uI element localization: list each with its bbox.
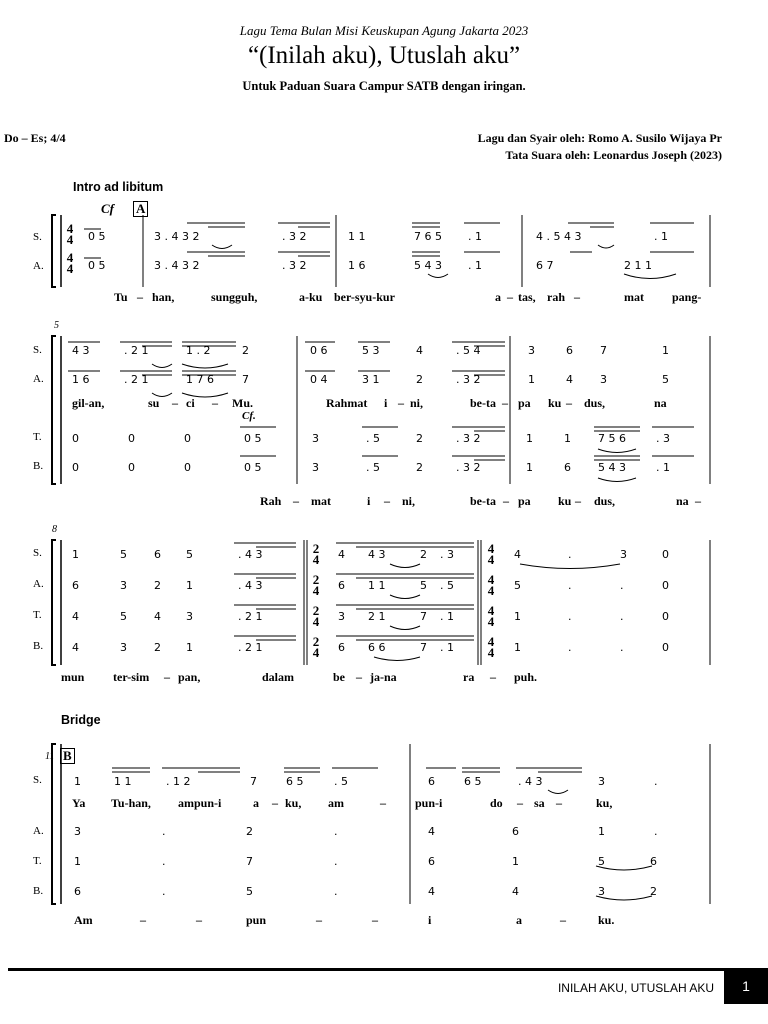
note-group: . 4 3 bbox=[238, 579, 263, 592]
note-group: 0 bbox=[72, 432, 79, 445]
note-group: 0 6 bbox=[310, 344, 328, 357]
lyric-syllable: a-ku bbox=[299, 290, 323, 304]
note-group: 1 bbox=[74, 775, 81, 788]
note-group: 1 1 bbox=[348, 230, 366, 243]
lyric-syllable: puh. bbox=[514, 670, 538, 684]
lyric-syllable: – bbox=[517, 796, 523, 810]
rehearsal-mark-b: B bbox=[60, 748, 75, 764]
note-group: 3 . 4 3 2 bbox=[154, 230, 200, 243]
note-group: 6 bbox=[338, 641, 345, 654]
note-group: 1 bbox=[514, 610, 521, 623]
lyric-syllable: – bbox=[293, 494, 299, 508]
note-group: 1 6 bbox=[348, 259, 366, 272]
lyric-syllable: – bbox=[556, 796, 562, 810]
section-intro: Intro ad libitum bbox=[73, 180, 164, 194]
note-group: . 3 bbox=[656, 432, 670, 445]
note-group: 1 6 bbox=[72, 373, 90, 386]
note-group: 1 bbox=[514, 641, 521, 654]
note-group: . bbox=[334, 825, 338, 838]
note-group: 6 bbox=[154, 548, 161, 561]
note-group: . bbox=[654, 775, 658, 788]
note-group: 1 bbox=[526, 432, 533, 445]
note-group: 6 6 bbox=[368, 641, 386, 654]
voice-label-soprano: S. bbox=[33, 231, 42, 243]
lyric-syllable: ku. bbox=[598, 913, 615, 927]
voice-label-soprano: S. bbox=[33, 547, 42, 559]
lyric-syllable: a bbox=[253, 796, 259, 810]
note-group: . bbox=[568, 579, 572, 592]
note-group: 6 bbox=[72, 579, 79, 592]
note-group: 5 bbox=[246, 885, 253, 898]
song-subtitle: Lagu Tema Bulan Misi Keuskupan Agung Jakarta 2023 bbox=[239, 23, 529, 38]
lyric-syllable: – bbox=[566, 396, 572, 410]
note-group: 3 bbox=[598, 775, 605, 788]
note-group: 3 bbox=[120, 579, 127, 592]
voice-label-tenor: T. bbox=[33, 431, 42, 443]
lyric-syllable: sungguh, bbox=[211, 290, 258, 304]
note-group: . 3 2 bbox=[282, 230, 307, 243]
note-group: 6 bbox=[512, 825, 519, 838]
time-signature-2-4-t: 2 4 bbox=[312, 603, 320, 629]
voice-label-alto: A. bbox=[33, 825, 44, 837]
note-group: 6 bbox=[564, 461, 571, 474]
lyric-syllable: Ya bbox=[72, 796, 86, 810]
note-group: 0 5 bbox=[88, 230, 106, 243]
note-group: 1 1 bbox=[114, 775, 132, 788]
lyric-syllable: tas, bbox=[518, 290, 536, 304]
voice-label-bass: B. bbox=[33, 640, 44, 652]
note-group: . bbox=[162, 885, 166, 898]
lyric-syllable: – bbox=[272, 796, 278, 810]
lyric-syllable: – bbox=[575, 494, 581, 508]
note-group: 1 bbox=[72, 548, 79, 561]
note-group: 5 bbox=[662, 373, 669, 386]
lyric-syllable: – bbox=[316, 913, 322, 927]
note-group: 5 bbox=[120, 610, 127, 623]
footer-title: INILAH AKU, UTUSLAH AKU bbox=[557, 981, 714, 995]
note-group: 6 5 bbox=[286, 775, 304, 788]
time-signature-2-4-a: 2 4 bbox=[312, 572, 320, 598]
note-group: 2 bbox=[650, 885, 657, 898]
cf-mark: Cf bbox=[101, 201, 114, 216]
lyric-syllable: pan, bbox=[178, 670, 201, 684]
note-group: 0 bbox=[128, 461, 135, 474]
voice-label-alto: A. bbox=[33, 578, 44, 590]
note-group: . 3 bbox=[440, 548, 454, 561]
note-group: 2 bbox=[154, 579, 161, 592]
lyric-syllable: – bbox=[140, 913, 146, 927]
lyric-syllable: ampun-i bbox=[178, 796, 222, 810]
lyric-syllable: – bbox=[196, 913, 202, 927]
note-group: 4 bbox=[416, 344, 423, 357]
note-group: . 3 2 bbox=[456, 461, 481, 474]
note-group: . 4 3 bbox=[518, 775, 543, 788]
note-group: . 4 3 bbox=[238, 548, 263, 561]
note-group: 0 4 bbox=[310, 373, 328, 386]
voice-label-bass: B. bbox=[33, 885, 44, 897]
note-group: 1 bbox=[512, 855, 519, 868]
voice-label-tenor: T. bbox=[33, 609, 42, 621]
note-group: . bbox=[654, 825, 658, 838]
lyric-syllable: ku, bbox=[285, 796, 302, 810]
lyric-syllable: Rahmat bbox=[326, 396, 368, 410]
lyric-syllable: Tu bbox=[114, 290, 128, 304]
note-group: 7 6 5 bbox=[414, 230, 442, 243]
lyric-syllable: pa bbox=[518, 494, 531, 508]
note-group: 0 5 bbox=[244, 432, 262, 445]
voice-label-alto: A. bbox=[33, 373, 44, 385]
note-group: 5 bbox=[186, 548, 193, 561]
lyric-syllable: pa bbox=[518, 396, 531, 410]
note-group: . bbox=[568, 641, 572, 654]
note-group: 3 1 bbox=[362, 373, 380, 386]
lyric-syllable: rah bbox=[547, 290, 565, 304]
lyric-syllable: dus, bbox=[584, 396, 606, 410]
lyric-syllable: – bbox=[490, 670, 496, 684]
lyric-syllable: – bbox=[560, 913, 566, 927]
lyric-syllable: ni, bbox=[410, 396, 424, 410]
lyric-syllable: pun bbox=[246, 913, 267, 927]
time-signature-4-4-b: 4 4 bbox=[487, 634, 495, 660]
lyric-syllable: mun bbox=[61, 670, 85, 684]
lyric-syllable: i bbox=[367, 494, 371, 508]
note-group: 5 bbox=[598, 855, 605, 868]
lyric-syllable: Tu-han, bbox=[111, 796, 151, 810]
note-group: 3 bbox=[338, 610, 345, 623]
lyric-syllable: do bbox=[490, 796, 503, 810]
note-group: 4 bbox=[428, 885, 435, 898]
note-group: 4 bbox=[154, 610, 161, 623]
note-group: 3 bbox=[528, 344, 535, 357]
note-group: 3 bbox=[186, 610, 193, 623]
lyric-syllable: sa bbox=[534, 796, 545, 810]
lyric-syllable: Mu. bbox=[232, 396, 253, 410]
note-group: . 5 4 bbox=[456, 344, 481, 357]
note-group: 1 7 6 bbox=[186, 373, 214, 386]
note-group: 6 bbox=[650, 855, 657, 868]
note-group: 6 bbox=[428, 855, 435, 868]
note-group: . bbox=[620, 641, 624, 654]
note-group: 0 bbox=[72, 461, 79, 474]
lyric-syllable: mat bbox=[624, 290, 644, 304]
note-group: . 1 bbox=[654, 230, 668, 243]
lyric-syllable: i bbox=[384, 396, 388, 410]
note-group: . 5 bbox=[440, 579, 454, 592]
note-group: 1 1 bbox=[368, 579, 386, 592]
note-group: . bbox=[334, 885, 338, 898]
arrangement-note: Untuk Paduan Suara Campur SATB dengan iringan. bbox=[242, 79, 526, 93]
note-group: 3 bbox=[600, 373, 607, 386]
note-group: . bbox=[162, 855, 166, 868]
note-group: . 2 1 bbox=[124, 344, 149, 357]
composer-credit: Lagu dan Syair oleh: Romo A. Susilo Wijaya Pr bbox=[477, 131, 722, 145]
note-group: 6 bbox=[338, 579, 345, 592]
note-group: 1 bbox=[526, 461, 533, 474]
lyric-syllable: – bbox=[137, 290, 143, 304]
note-group: 7 5 6 bbox=[598, 432, 626, 445]
lyric-syllable: ku bbox=[558, 494, 572, 508]
voice-label-bass: B. bbox=[33, 460, 44, 472]
note-group: . 5 bbox=[334, 775, 348, 788]
lyric-syllable: – bbox=[695, 494, 701, 508]
note-group: 2 bbox=[242, 344, 249, 357]
note-group: 1 bbox=[74, 855, 81, 868]
lyric-syllable: – bbox=[503, 494, 509, 508]
measure-number-11: 11 bbox=[45, 751, 55, 762]
lyric-syllable: i bbox=[428, 913, 432, 927]
note-group: . bbox=[620, 610, 624, 623]
note-group: 0 bbox=[128, 432, 135, 445]
lyric-syllable: dalam bbox=[262, 670, 295, 684]
note-group: . 1 bbox=[468, 259, 482, 272]
note-group: . 2 1 bbox=[238, 641, 263, 654]
note-group: 0 5 bbox=[88, 259, 106, 272]
time-signature-4-4-s: 4 4 bbox=[487, 541, 495, 567]
note-group: . 5 bbox=[366, 461, 380, 474]
note-group: 6 bbox=[74, 885, 81, 898]
lyric-syllable: pun-i bbox=[415, 796, 443, 810]
note-group: . 3 2 bbox=[456, 432, 481, 445]
lyric-syllable: – bbox=[172, 396, 178, 410]
note-group: 2 bbox=[416, 373, 423, 386]
note-group: 3 bbox=[598, 885, 605, 898]
rehearsal-mark-a: A bbox=[133, 201, 148, 217]
voice-label-alto: A. bbox=[33, 260, 44, 272]
lyric-syllable: – bbox=[212, 396, 218, 410]
note-group: . 5 bbox=[366, 432, 380, 445]
note-group: 5 4 3 bbox=[598, 461, 626, 474]
note-group: 3 bbox=[312, 432, 319, 445]
note-group: 4 . 5 4 3 bbox=[536, 230, 582, 243]
lyric-syllable: su bbox=[148, 396, 160, 410]
lyric-syllable: ter-sim bbox=[113, 670, 150, 684]
note-group: . 3 2 bbox=[456, 373, 481, 386]
note-group: 0 bbox=[662, 610, 669, 623]
note-group: 4 bbox=[72, 641, 79, 654]
note-group: 5 3 bbox=[362, 344, 380, 357]
lyric-syllable: ku bbox=[548, 396, 562, 410]
page-number: 1 bbox=[724, 968, 768, 1004]
footer-rule bbox=[8, 968, 760, 971]
note-group: . bbox=[334, 855, 338, 868]
key-meter: Do – Es; 4/4 bbox=[4, 131, 66, 145]
note-group: . 3 2 bbox=[282, 259, 307, 272]
note-group: 4 bbox=[72, 610, 79, 623]
note-group: 2 bbox=[420, 548, 427, 561]
time-signature-4-4-t: 4 4 bbox=[487, 603, 495, 629]
note-group: 6 bbox=[566, 344, 573, 357]
note-group: 0 bbox=[662, 548, 669, 561]
note-group: 2 1 bbox=[368, 610, 386, 623]
note-group: 4 bbox=[428, 825, 435, 838]
note-group: 4 3 bbox=[72, 344, 90, 357]
voice-label-tenor: T. bbox=[33, 855, 42, 867]
note-group: 3 . 4 3 2 bbox=[154, 259, 200, 272]
note-group: 4 bbox=[566, 373, 573, 386]
note-group: 3 bbox=[312, 461, 319, 474]
lyric-syllable: – bbox=[507, 290, 513, 304]
measure-number-8: 8 bbox=[52, 524, 57, 535]
note-group: . bbox=[568, 548, 572, 561]
note-group: 6 5 bbox=[464, 775, 482, 788]
note-group: 0 bbox=[662, 641, 669, 654]
time-signature-2-4-s: 2 4 bbox=[312, 541, 320, 567]
lyric-syllable: Am bbox=[74, 913, 93, 927]
lyric-syllable: ja-na bbox=[370, 670, 397, 684]
note-group: 5 bbox=[120, 548, 127, 561]
note-group: 0 bbox=[184, 461, 191, 474]
note-group: 4 bbox=[514, 548, 521, 561]
note-group: 2 bbox=[416, 461, 423, 474]
lyric-syllable: a bbox=[516, 913, 522, 927]
note-group: 7 bbox=[250, 775, 257, 788]
lyric-syllable: – bbox=[356, 670, 362, 684]
note-group: . 1 2 bbox=[166, 775, 191, 788]
lyric-syllable: mat bbox=[311, 494, 331, 508]
note-group: 7 bbox=[420, 610, 427, 623]
note-group: 0 bbox=[662, 579, 669, 592]
lyric-syllable: pang- bbox=[672, 290, 702, 304]
lyric-syllable: ni, bbox=[402, 494, 416, 508]
note-group: . 1 bbox=[656, 461, 670, 474]
lyric-syllable: be-ta bbox=[470, 396, 496, 410]
lyric-syllable: – bbox=[380, 796, 386, 810]
note-group: 1 bbox=[186, 641, 193, 654]
time-signature-s: 4 4 bbox=[66, 221, 74, 247]
note-group: 3 bbox=[120, 641, 127, 654]
time-signature-a: 4 4 bbox=[66, 250, 74, 276]
note-group: 1 bbox=[564, 432, 571, 445]
note-group: 1 bbox=[186, 579, 193, 592]
note-group: 2 bbox=[416, 432, 423, 445]
note-group: 0 5 bbox=[244, 461, 262, 474]
lyric-syllable: ber-syu-kur bbox=[334, 290, 395, 304]
note-group: 1 . 2 bbox=[186, 344, 211, 357]
note-group: . 2 1 bbox=[124, 373, 149, 386]
song-title: “(Inilah aku), Utuslah aku” bbox=[247, 42, 521, 69]
lyric-syllable: ci bbox=[186, 396, 195, 410]
lyric-syllable: ku, bbox=[596, 796, 613, 810]
arranger-credit: Tata Suara oleh: Leonardus Joseph (2023) bbox=[505, 148, 722, 162]
note-group: 7 bbox=[420, 641, 427, 654]
lyric-syllable: am bbox=[328, 796, 344, 810]
lyric-syllable: ra bbox=[463, 670, 475, 684]
note-group: 0 bbox=[184, 432, 191, 445]
note-group: 4 3 bbox=[368, 548, 386, 561]
lyric-syllable: na bbox=[654, 396, 667, 410]
note-group: . 1 bbox=[440, 610, 454, 623]
note-group: . 1 bbox=[468, 230, 482, 243]
lyric-syllable: be bbox=[333, 670, 345, 684]
voice-label-soprano: S. bbox=[33, 774, 42, 786]
note-group: 5 bbox=[514, 579, 521, 592]
lyric-syllable: – bbox=[372, 913, 378, 927]
cf-mark-tenor: Cf. bbox=[242, 410, 256, 422]
note-group: 4 bbox=[512, 885, 519, 898]
note-group: 5 bbox=[420, 579, 427, 592]
lyric-syllable: gil-an, bbox=[72, 396, 105, 410]
lyric-syllable: dus, bbox=[594, 494, 616, 508]
note-group: . 1 bbox=[440, 641, 454, 654]
lyric-syllable: – bbox=[574, 290, 580, 304]
note-group: . bbox=[162, 825, 166, 838]
lyric-syllable: Rah bbox=[260, 494, 282, 508]
time-signature-2-4-b: 2 4 bbox=[312, 634, 320, 660]
lyric-syllable: – bbox=[502, 396, 508, 410]
lyric-syllable: – bbox=[384, 494, 390, 508]
measure-number-5: 5 bbox=[54, 320, 59, 331]
voice-label-soprano: S. bbox=[33, 344, 42, 356]
note-group: 4 bbox=[338, 548, 345, 561]
note-group: 3 bbox=[74, 825, 81, 838]
note-group: 2 bbox=[246, 825, 253, 838]
note-group: 6 7 bbox=[536, 259, 554, 272]
note-group: . bbox=[568, 610, 572, 623]
note-group: 2 1 1 bbox=[624, 259, 652, 272]
note-group: 1 bbox=[662, 344, 669, 357]
note-group: 1 bbox=[528, 373, 535, 386]
note-group: 7 bbox=[600, 344, 607, 357]
lyric-syllable: – bbox=[398, 396, 404, 410]
note-group: 7 bbox=[246, 855, 253, 868]
note-group: 5 4 3 bbox=[414, 259, 442, 272]
note-group: 2 bbox=[154, 641, 161, 654]
note-group: 7 bbox=[242, 373, 249, 386]
lyric-syllable: han, bbox=[152, 290, 175, 304]
lyric-syllable: na bbox=[676, 494, 689, 508]
section-bridge: Bridge bbox=[61, 713, 101, 727]
time-signature-4-4-a: 4 4 bbox=[487, 572, 495, 598]
note-group: 6 bbox=[428, 775, 435, 788]
lyric-syllable: a bbox=[495, 290, 501, 304]
note-group: 3 bbox=[620, 548, 627, 561]
note-group: 1 bbox=[598, 825, 605, 838]
lyric-syllable: be-ta bbox=[470, 494, 496, 508]
lyric-syllable: – bbox=[164, 670, 170, 684]
note-group: . 2 1 bbox=[238, 610, 263, 623]
note-group: . bbox=[620, 579, 624, 592]
